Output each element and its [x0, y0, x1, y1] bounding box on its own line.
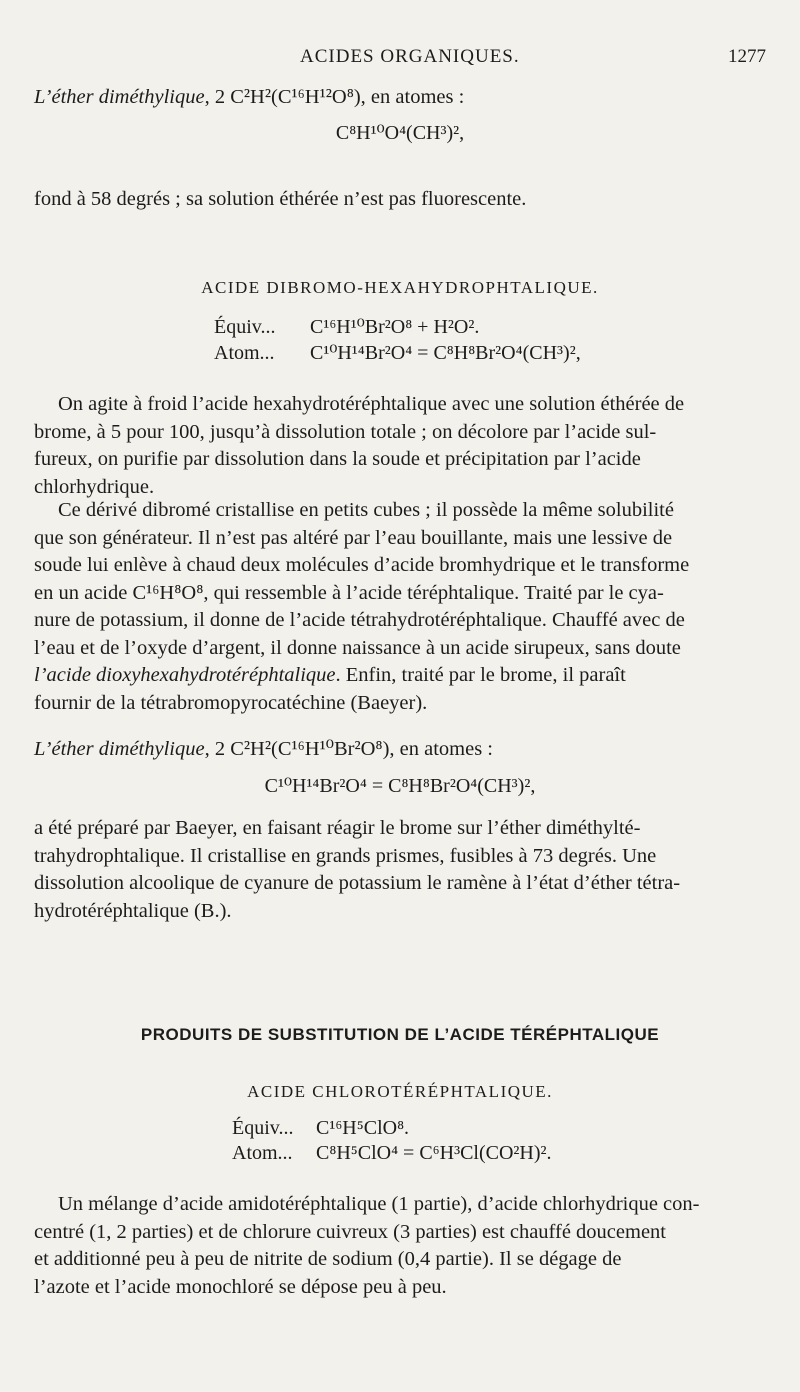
ether-formula: , 2 C²H²(C¹⁶H¹²O⁸), en atomes : — [204, 86, 465, 108]
equiv-formula-2: C¹⁶H⁵ClO⁸. — [316, 1117, 410, 1139]
equiv-label-2: Équiv... — [232, 1117, 294, 1139]
section-heading-substitution: PRODUITS DE SUBSTITUTION DE L’ACIDE TÉRÉPHTALIQUE — [140, 1025, 660, 1044]
running-title: ACIDES ORGANIQUES. — [300, 46, 520, 67]
equiv-row — [214, 314, 479, 339]
atom-row — [214, 340, 581, 365]
page-number: 1277 — [728, 46, 766, 67]
ether-dimethyl-line-2 — [34, 736, 764, 764]
atom-formula: C¹⁰H¹⁴Br²O⁴ = C⁸H⁸Br²O⁴(CH³)², — [310, 342, 581, 364]
paragraph-4: Un mélange d’acide amidotéréphtalique (1 partie), d’acide chlorhydrique con- centré (1, 2 parties) et de chlorure cuivreux (3 parties) est chauffé doucement et additionné peu à peu de nitrite de sodium (0,4 partie). Il se dégage de l’azote et l’acide monochloré se dépose peu à peu. — [34, 1193, 700, 1298]
fond-text: fond à 58 degrés ; sa solution éthérée n’est pas fluorescente. — [34, 188, 527, 210]
italic-acid-name: l’acide dioxyhexahydrotéréphtalique — [34, 664, 336, 686]
equiv-row-2 — [232, 1117, 409, 1140]
paragraph-2: Ce dérivé dibromé cristallise en petits cubes ; il possède la même solubilité que son générateur. Il n’est pas altéré par l’eau bouillante, mais une lessive de soude lui enlève à chaud deux molécules d’acide bromhydrique et le transforme en un acide C¹⁶H⁸O⁸, qui ressemble à l’acide téréphtalique. Traité par le cya- nure de potassium, il donne de l’acide tétrahydrotéréphtalique. Chauffé avec de l’eau et de l’oxyde d’argent, il donne naissance à un acide sirupeux, sans doute l’acide dioxyhexahydrotéréphtalique. Enfin, traité par le brome, il paraît fournir de la tétrabromopyrocatéchine (Baeyer). — [34, 499, 690, 714]
ether-intro: L’éther diméthylique — [34, 86, 205, 108]
atom-row-2 — [232, 1142, 552, 1165]
atom-formula-3: C⁸H⁵ClO⁴ = C⁶H³Cl(CO²H)². — [316, 1142, 552, 1164]
equiv-formula: C¹⁶H¹⁰Br²O⁸ + H²O². — [310, 316, 480, 338]
section-heading-chloro: ACIDE CHLOROTÉRÉPHTALIQUE. — [247, 1082, 553, 1101]
atom-formula-2: C¹⁰H¹⁴Br²O⁴ = C⁸H⁸Br²O⁴(CH³)², — [264, 775, 536, 797]
atom-formula-1: C⁸H¹⁰O⁴(CH³)², — [335, 122, 465, 144]
equiv-label: Équiv... — [214, 316, 276, 338]
paragraph-1: On agite à froid l’acide hexahydrotéréphtalique avec une solution éthérée de brome, à 5 pour 100, jusqu’à dissolution totale ; on décolore par l’acide sul- fureux, on purifie par dissolution dans la soude et précipitation par l’acide chlorhydrique. — [34, 393, 685, 498]
section-heading-dibromo: ACIDE DIBROMO-HEXAHYDROPHTALIQUE. — [201, 278, 599, 297]
running-head — [0, 46, 800, 72]
ether-formula-2: , 2 C²H²(C¹⁶H¹⁰Br²O⁸), en atomes : — [204, 738, 494, 760]
ether-dimethyl-line-1 — [34, 84, 764, 112]
atom-label-2: Atom... — [232, 1142, 293, 1164]
atom-label: Atom... — [214, 342, 275, 364]
ether-intro-2: L’éther diméthylique — [34, 738, 205, 760]
paragraph-3: a été préparé par Baeyer, en faisant réagir le brome sur l’éther diméthylté- trahydrophtalique. Il cristallise en grands prismes, fusibles à 73 degrés. Une dissolution alcoolique de cyanure de potassium le ramène à l’état d’éther tétra- hydrotéréphtalique (B.). — [34, 817, 681, 922]
